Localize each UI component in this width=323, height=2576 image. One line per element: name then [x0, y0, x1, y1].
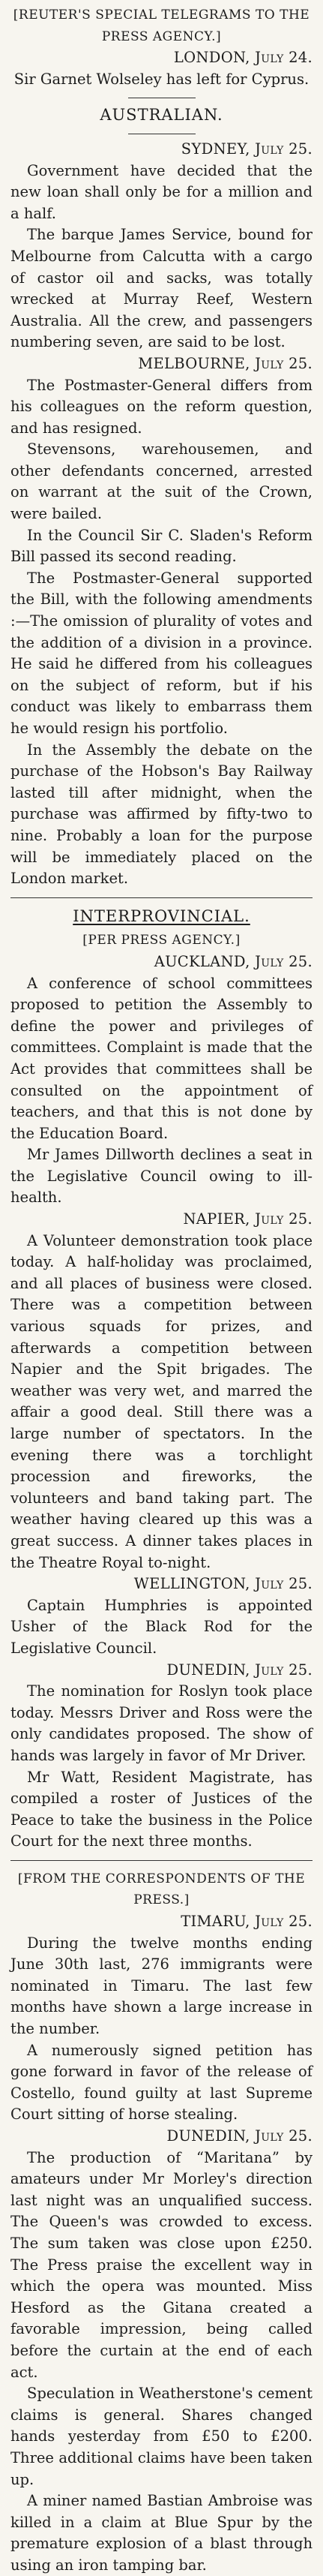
sydney-dateline: SYDNEY, July 25.	[181, 140, 313, 158]
paragraph: The Postmaster-General supported the Bill, with the following amendments :—The omission of plurality of votes and the addition of a division in a province. He said he differed from his colleagues on the subject of reform, but if his conduct was likely to embarrass them he would resign his portfolio.	[10, 569, 313, 737]
paragraph: A conference of school committees proposed to petition the Assembly to define the power and privileges of committees. Complaint is made that the Act provides that committees shall be consulted on the appointment of teachers, and that this is not done by the Education Board.	[10, 974, 313, 1142]
reuter-item: Sir Garnet Wolseley has left for Cyprus.	[13, 70, 310, 88]
paragraph: Captain Humphries is appointed Usher of the Black Rod for the Legislative Council.	[10, 1596, 313, 1657]
paragraph: The production of “Maritana” by amateurs under Mr Morley's direction last night was an unqualified success. The Queen's was crowded to excess. The sum taken was close upon £250. The Press praise the excellent way in which the opera was mounted. Miss Hesford as the Gitana created a favorable impression, being called before the curtain at the end of each act.	[10, 2148, 313, 2381]
paragraph: In the Council Sir C. Sladen's Reform Bill passed its second reading.	[10, 526, 313, 566]
napier-dateline: NAPIER, July 25.	[183, 1210, 313, 1228]
auckland-dateline: AUCKLAND, July 25.	[154, 952, 313, 970]
paragraph: A miner named Bastian Ambroise was killed in a claim at Blue Spur by the premature explosion of a blast through using an iron tamping bar.	[10, 2492, 313, 2574]
dunedin-dateline: DUNEDIN, July 25.	[166, 1661, 313, 1679]
dunedin-dateline: DUNEDIN, July 25.	[166, 2127, 313, 2145]
melbourne-dateline: MELBOURNE, July 25.	[138, 354, 313, 372]
london-dateline: LONDON, July 24.	[173, 49, 313, 67]
paragraph: A Volunteer demonstration took place today. A half-holiday was proclaimed, and all places of business were closed. There was a competition between various squads for prizes, and afterwards a competition between Napier and the Spit brigades. The weather was very wet, and marred the affair a good deal. Still there was a large number of spectators. In the evening there was a torchlight procession and fireworks, the volunteers and band taking part. The weather having cleared up this was a great success. A dinner takes places in the Theatre Royal to-night.	[10, 1231, 313, 1571]
paragraph: Mr Watt, Resident Magistrate, has compiled a roster of Justices of the Peace to take the business in the Police Court for the next three months.	[10, 1768, 313, 1850]
paragraph: In the Assembly the debate on the purchase of the Hobson's Bay Railway lasted till after midnight, when the purchase was affirmed by fifty-two to nine. Probably a loan for the purpose will be immediately placed on the London market.	[10, 741, 313, 888]
paragraph: The barque James Service, bound for Melbourne from Calcutta with a cargo of castor oil and sacks, was totally wrecked at Murray Reef, Western Australia. All the crew, and passengers numbering seven, are said to be lost.	[10, 226, 313, 351]
reuter-header-line1: [REUTER'S SPECIAL TELEGRAMS TO THE	[13, 8, 310, 23]
paragraph: During the twelve months ending June 30th last, 276 immigrants were nominated in Timaru. The last few months have shown a large increase in the number.	[10, 1934, 313, 2038]
paragraph: A numerously signed petition has gone forward in favor of the release of Costello, found guilty at last Supreme Court sitting of horse stealing.	[10, 2041, 313, 2124]
reuter-header-line2: PRESS AGENCY.]	[101, 29, 222, 44]
paragraph: Government have decided that the new loan shall only be for a million and a half.	[10, 161, 313, 222]
paragraph: Mr James Dillworth declines a seat in the Legislative Council owing to ill-health.	[10, 1146, 313, 1207]
section-divider	[10, 1860, 313, 1861]
section-divider	[10, 897, 313, 898]
press-agency-label: [PER PRESS AGENCY.]	[82, 933, 241, 948]
interprovincial-heading: INTERPROVINCIAL.	[73, 906, 250, 925]
paragraph: Stevensons, warehousemen, and other defendants concerned, arrested on warrant at the suit of the Crown, were bailed.	[10, 440, 313, 523]
paragraph: The nomination for Roslyn took place today. Messrs Driver and Ross were the only candidates proposed. The show of hands was largely in favor of Mr Driver.	[10, 1682, 313, 1764]
wellington-dateline: WELLINGTON, July 25.	[133, 1575, 313, 1593]
australian-heading: AUSTRALIAN.	[100, 106, 223, 125]
paragraph: Speculation in Weatherstone's cement claims is general. Shares changed hands yesterday from £50 to £200. Three additional claims have been taken up.	[10, 2385, 313, 2488]
timaru-dateline: TIMARU, July 25.	[181, 1913, 313, 1931]
correspondents-heading: [FROM THE CORRESPONDENTS OF THE PRESS.]	[17, 1871, 306, 1908]
paragraph: The Postmaster-General differs from his colleagues on the reform question, and has resigned.	[10, 376, 313, 437]
